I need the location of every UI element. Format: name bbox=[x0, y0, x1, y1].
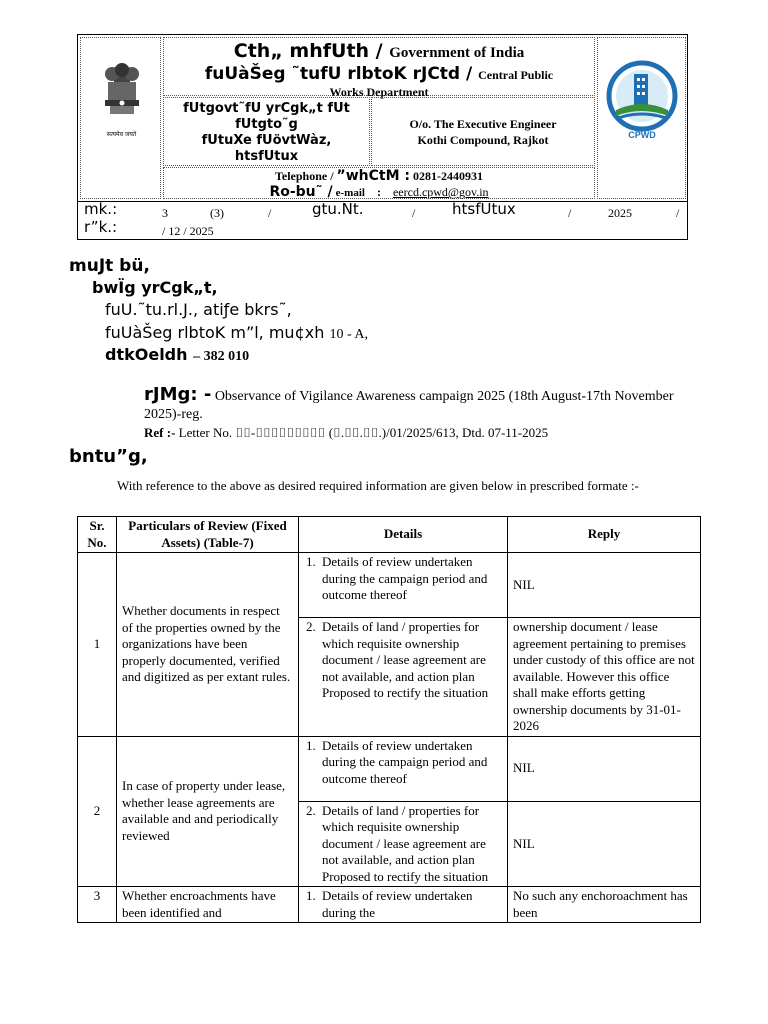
row-2-sr: 2 bbox=[78, 736, 117, 887]
ref-line-text: Letter No. ⌷⌷-⌷⌷⌷⌷⌷⌷⌷⌷⌷ (⌷.⌷⌷.⌷⌷.)/01/2025/613, Dtd. 07-11-2025 bbox=[178, 425, 549, 440]
header-reply: Reply bbox=[508, 517, 701, 553]
review-table bbox=[77, 516, 701, 923]
header-details: Details bbox=[299, 517, 508, 553]
ref-sep-4: / bbox=[676, 206, 680, 220]
cpwd-logo-text: CPWD bbox=[628, 130, 656, 140]
office-english-cell bbox=[371, 97, 595, 166]
row-2-reply-2: NIL bbox=[508, 801, 701, 887]
row-2-detail-1-no: 1. bbox=[306, 737, 316, 753]
office-english-2: Kothi Compound, Rajkot bbox=[417, 133, 549, 147]
row-2-detail-1-text: Details of review undertaken during the campaign period and outcome thereof bbox=[322, 737, 488, 786]
dept-hindi: fuUàŠeg ˜tufU rlbtoK rJCtd / bbox=[204, 64, 473, 84]
ref-line-label: Ref :- bbox=[144, 425, 176, 440]
address-line-3-english: 10 - A, bbox=[329, 327, 368, 342]
row-1-detail-2-text: Details of land / properties for which requisite ownership document / lease agreement are not available, and action plan Proposed to rectify the situation bbox=[322, 619, 489, 700]
row-3-detail-1 bbox=[299, 887, 508, 923]
email-link[interactable]: eercd.cpwd@gov.in bbox=[392, 185, 489, 199]
row-3-sr: 3 bbox=[78, 887, 117, 923]
office-english-1: O/o. The Executive Engineer bbox=[409, 117, 557, 131]
row-2-detail-2 bbox=[299, 801, 508, 887]
greeting: bntu”g, bbox=[69, 446, 148, 467]
reference-row bbox=[78, 201, 687, 240]
ref-sep-2: / bbox=[412, 206, 416, 220]
row-1-detail-2-no: 2. bbox=[306, 619, 316, 634]
emblem-caption: सत्यमेव जयते bbox=[106, 131, 137, 138]
header-sr: Sr. No. bbox=[78, 517, 117, 553]
row-1-reply-2: ownership document / lease agreement pertaining to premises under custody of this office are not available. However this office shall make efforts getting ownership documents by 31-01-2026 bbox=[508, 618, 701, 737]
subject bbox=[144, 386, 704, 424]
address-line-3 bbox=[105, 323, 368, 343]
salutation: muJt bü, bbox=[69, 256, 150, 276]
dept-english-1: Central Public bbox=[478, 68, 554, 82]
row-3-reply-1: No such any enchoroachment has been bbox=[508, 887, 701, 923]
logo-cell bbox=[597, 37, 686, 199]
address-line-2: fuU.˜tu.rl.J., atiƒe bkrs˜, bbox=[105, 300, 292, 319]
header-particulars: Particulars of Review (Fixed Assets) (Table-7) bbox=[117, 517, 299, 553]
ref-sep-1: / bbox=[268, 206, 272, 220]
office-hindi-cell bbox=[163, 97, 370, 166]
org-title bbox=[164, 40, 594, 64]
row-2-detail-2-no: 2. bbox=[306, 802, 316, 818]
ref-year: 2025 bbox=[608, 206, 632, 220]
org-english: Government of India bbox=[389, 45, 525, 61]
row-1-sr: 1 bbox=[78, 553, 117, 737]
row-2-detail-1 bbox=[299, 736, 508, 801]
ref-no-label: mk.: bbox=[84, 200, 118, 218]
telephone-label: Telephone / bbox=[274, 169, 334, 183]
subject-label: rJMg: - bbox=[144, 384, 212, 405]
telephone-number: 0281-2440931 bbox=[413, 169, 484, 183]
row-3-particulars: Whether encroachments have been identified and bbox=[117, 887, 299, 923]
address-line-1: bwÏg yrCgk„t, bbox=[92, 278, 218, 297]
national-emblem-icon bbox=[92, 60, 152, 130]
row-1-reply-1: NIL bbox=[508, 553, 701, 618]
org-hindi: Cth„ mhfUth / bbox=[233, 40, 383, 62]
row-3-detail-1-text: Details of review undertaken during the bbox=[322, 888, 473, 920]
dept-title bbox=[164, 64, 594, 85]
letterhead bbox=[77, 34, 688, 240]
row-1-detail-1 bbox=[299, 553, 508, 618]
dept-english-2: Works Department bbox=[329, 85, 429, 99]
address-line-4-hindi: dtkOeldh bbox=[105, 345, 188, 364]
address-line-4 bbox=[105, 345, 249, 365]
reference-line bbox=[144, 425, 548, 441]
telephone-hindi: ”whCtM : bbox=[336, 168, 411, 184]
email-line bbox=[164, 184, 594, 201]
office-hindi-1: fUtgovt˜fU yrCgk„t fUt bbox=[183, 101, 350, 116]
cpwd-logo-icon bbox=[604, 58, 680, 142]
table-row bbox=[78, 553, 701, 618]
ref-date-value: / 12 / 2025 bbox=[162, 224, 214, 238]
title-cell bbox=[163, 37, 595, 99]
row-2-reply-1: NIL bbox=[508, 736, 701, 801]
email-colon: : bbox=[376, 185, 381, 199]
row-3-detail-1-no: 1. bbox=[306, 888, 316, 903]
subject-text: Observance of Vigilance Awareness campaign 2025 (18th August-17th November 2025)-reg. bbox=[144, 389, 674, 422]
ref-division: gtu.Nt. bbox=[312, 200, 364, 218]
email-hindi: Ro-bu˜ / bbox=[269, 184, 333, 200]
office-hindi-2: fUtgto˜g bbox=[235, 117, 298, 132]
row-1-detail-2 bbox=[299, 618, 508, 737]
telephone-line bbox=[164, 168, 594, 184]
row-1-particulars: Whether documents in respect of the properties owned by the organizations have been properly documented, verified and digitized as per extant rules. bbox=[117, 553, 299, 737]
table-row bbox=[78, 736, 701, 801]
office-hindi-3: fUtuXe fUövtWàz, bbox=[201, 133, 332, 148]
table-header-row bbox=[78, 517, 701, 553]
ref-no-part1: 3 bbox=[162, 206, 168, 220]
row-2-particulars: In case of property under lease, whether lease agreements are available and and periodically reviewed bbox=[117, 736, 299, 887]
contact-cell bbox=[163, 167, 595, 199]
ref-date-label: r”k.: bbox=[84, 218, 118, 236]
intro-paragraph: With reference to the above as desired required information are given below in prescribed formate :- bbox=[117, 478, 639, 493]
address-line-4-english: – 382 010 bbox=[193, 349, 250, 364]
row-1-detail-1-no: 1. bbox=[306, 554, 316, 569]
emblem-cell bbox=[80, 37, 161, 199]
table-row bbox=[78, 887, 701, 923]
ref-sep-3: / bbox=[568, 206, 572, 220]
row-1-detail-1-text: Details of review undertaken during the campaign period and outcome thereof bbox=[322, 554, 488, 602]
row-2-detail-2-text: Details of land / properties for which requisite ownership document / lease agreement are not available, and action plan Proposed to rectify the situation bbox=[322, 802, 489, 884]
email-label: e-mail bbox=[335, 187, 365, 199]
ref-city: htsfUtux bbox=[452, 200, 516, 218]
address-line-3-hindi: fuUàŠeg rlbtoK m”l, mu¢xh bbox=[105, 323, 325, 342]
ref-no-part2: (3) bbox=[210, 206, 224, 220]
office-hindi-4: htsfUtux bbox=[234, 149, 299, 164]
